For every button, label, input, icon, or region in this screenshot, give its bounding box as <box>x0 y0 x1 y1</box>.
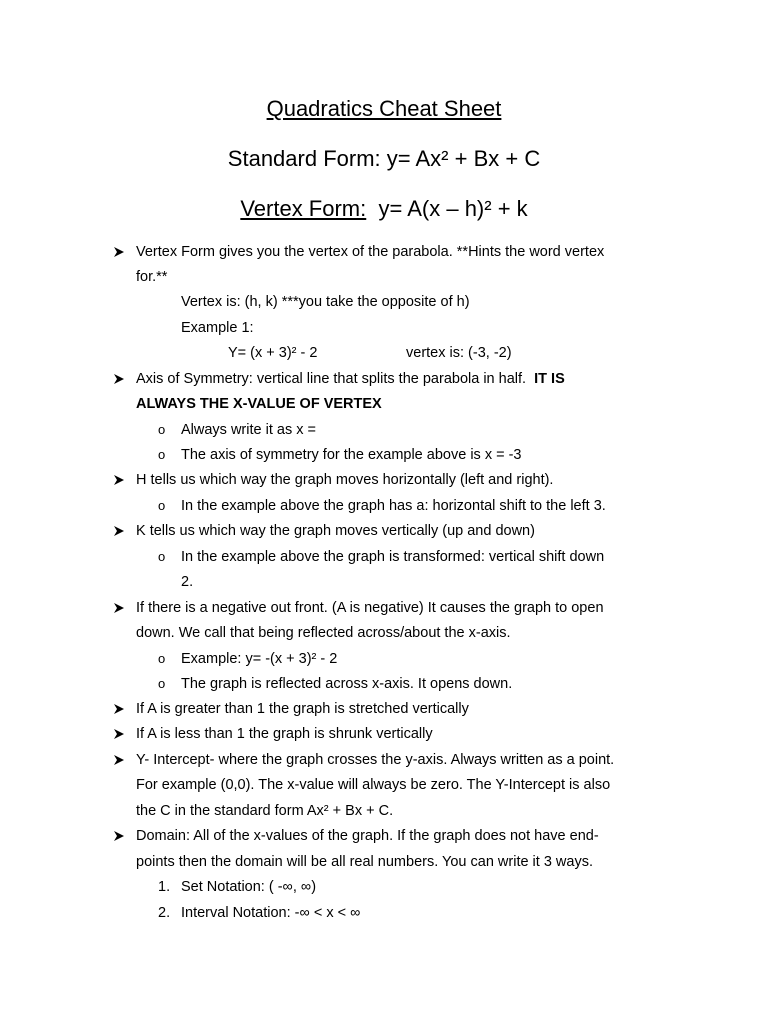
page-title <box>0 95 768 123</box>
vertex-form-heading <box>0 195 768 223</box>
list-item-continued: for.** <box>136 269 168 285</box>
sub-item: In the example above the graph has a: horizontal shift to the left 3. <box>181 498 606 514</box>
arrowhead-bullet-icon <box>112 598 126 618</box>
sub-item-continued: 2. <box>181 574 194 590</box>
sub-item: Always write it as x = <box>181 422 316 438</box>
arrowhead-bullet-icon <box>112 724 126 744</box>
numbered-item: Set Notation: ( -∞, ∞) <box>181 879 317 895</box>
sub-item: Example: y= -(x + 3)² - 2 <box>181 651 338 667</box>
list-item-continued: down. We call that being reflected across/about the x-axis. <box>136 625 511 641</box>
list-item: If A is less than 1 the graph is shrunk vertically <box>136 726 433 742</box>
circle-bullet-icon: o <box>158 447 166 462</box>
emphasis-text: IT IS <box>534 371 565 387</box>
example-label: Example 1: <box>181 320 254 336</box>
list-item: If A is greater than 1 the graph is stretched vertically <box>136 701 469 717</box>
arrowhead-bullet-icon <box>112 521 126 541</box>
circle-bullet-icon: o <box>158 676 166 691</box>
page-title-text: Quadratics Cheat Sheet <box>266 96 502 121</box>
standard-form-text: Standard Form: y= Ax² + Bx + C <box>227 146 541 171</box>
sub-item: The graph is reflected across x-axis. It opens down. <box>181 676 513 692</box>
vertex-form-label: Vertex Form: <box>240 196 367 221</box>
arrowhead-bullet-icon <box>112 750 126 770</box>
sub-item: The axis of symmetry for the example above is x = -3 <box>181 447 522 463</box>
list-item: Domain: All of the x-values of the graph. If the graph does not have end- <box>136 828 599 844</box>
list-item: Y- Intercept- where the graph crosses the y-axis. Always written as a point. <box>136 752 615 768</box>
emphasis-text: ALWAYS THE X-VALUE OF VERTEX <box>136 396 382 412</box>
standard-form-heading <box>0 145 768 173</box>
list-item: Axis of Symmetry: vertical line that splits the parabola in half. IT IS <box>136 371 565 387</box>
arrowhead-bullet-icon <box>112 242 126 262</box>
list-item: If there is a negative out front. (A is negative) It causes the graph to open <box>136 600 604 616</box>
list-item-continued: the C in the standard form Ax² + Bx + C. <box>136 803 394 819</box>
numbered-marker: 1. <box>158 879 171 895</box>
vertex-form-equation: y= A(x – h)² + k <box>378 196 528 221</box>
numbered-marker: 2. <box>158 905 171 921</box>
list-item: H tells us which way the graph moves horizontally (left and right). <box>136 472 554 488</box>
list-item-continued: points then the domain will be all real numbers. You can write it 3 ways. <box>136 854 593 870</box>
circle-bullet-icon: o <box>158 498 166 513</box>
numbered-item: Interval Notation: -∞ < x < ∞ <box>181 905 361 921</box>
list-item-continued: For example (0,0). The x-value will always be zero. The Y-Intercept is also <box>136 777 611 793</box>
circle-bullet-icon: o <box>158 549 166 564</box>
arrowhead-bullet-icon <box>112 699 126 719</box>
example-equation: Y= (x + 3)² - 2 <box>228 345 318 361</box>
circle-bullet-icon: o <box>158 422 166 437</box>
circle-bullet-icon: o <box>158 651 166 666</box>
vertex-note: Vertex is: (h, k) ***you take the opposite of h) <box>181 294 470 310</box>
list-item: Vertex Form gives you the vertex of the parabola. **Hints the word vertex <box>136 244 605 260</box>
example-vertex: vertex is: (-3, -2) <box>406 345 512 361</box>
arrowhead-bullet-icon <box>112 369 126 389</box>
sub-item: In the example above the graph is transformed: vertical shift down <box>181 549 605 565</box>
list-item: K tells us which way the graph moves vertically (up and down) <box>136 523 535 539</box>
arrowhead-bullet-icon <box>112 470 126 490</box>
arrowhead-bullet-icon <box>112 826 126 846</box>
